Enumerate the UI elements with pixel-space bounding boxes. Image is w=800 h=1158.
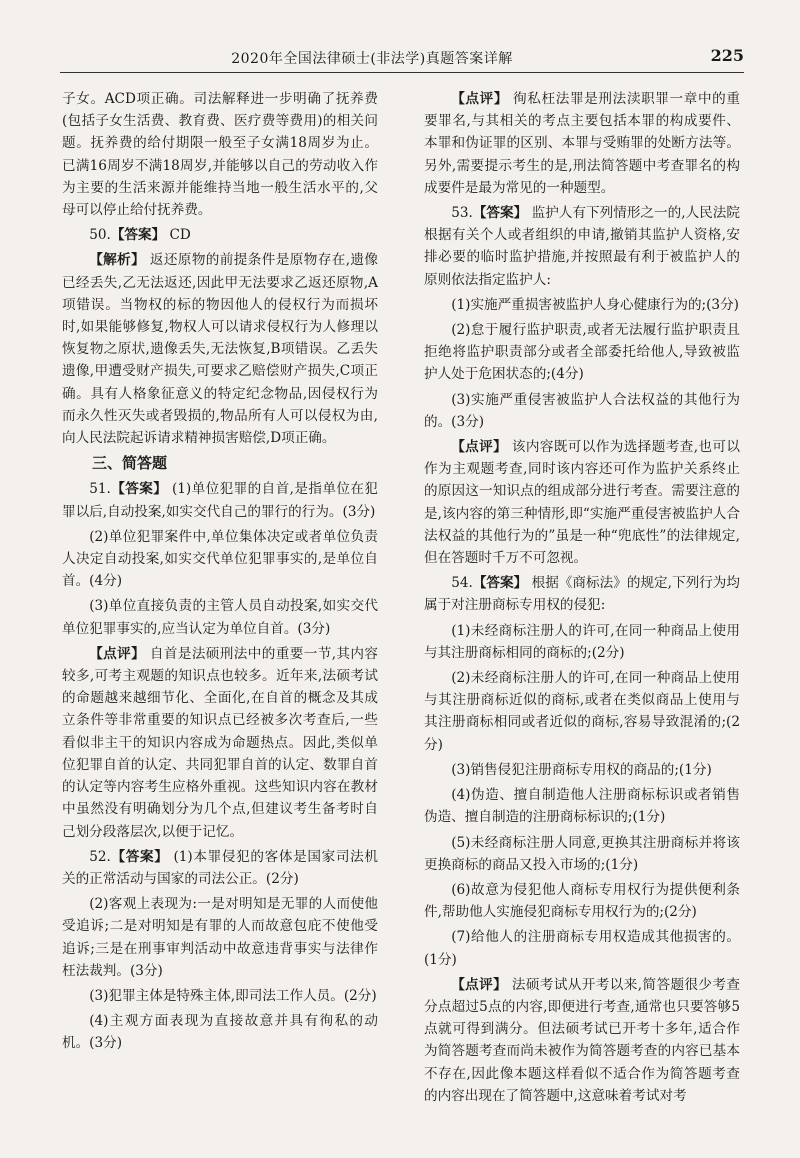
q53-point-2: (2)怠于履行监护职责,或者无法履行监护职责且拒绝将监护职责部分或者全部委托给他人,导致被监护人处于危困状态的;(4分) xyxy=(424,322,740,383)
q52-point-4: (4)主观方面表现为直接故意并具有徇私的动机。(3分) xyxy=(62,1013,378,1052)
q53-number: 53. xyxy=(451,205,473,222)
q51-comment xyxy=(62,643,378,843)
comment-tag: 【点评】 xyxy=(89,645,146,662)
analysis-tag: 【解析】 xyxy=(89,252,146,269)
q54-comment xyxy=(424,974,740,1107)
right-column xyxy=(424,88,740,1110)
q54-point-1: (1)未经商标注册人的许可,在同一种商品上使用与其注册商标相同的商标的;(2分) xyxy=(424,622,740,661)
q52-point-1: (1)本罪侵犯的客体是国家司法机关的正常活动与国家的司法公正。(2分) xyxy=(62,848,379,887)
q53-intro: 监护人有下列情形之一的,人民法院根据有关个人或者组织的申请,撤销其监护人资格,安排必要的临时监护措施,并按照最有利于被监护人的原则依法指定监护人: xyxy=(424,205,740,288)
q52-comment-text: 徇私枉法罪是刑法渎职罪一章中的重要罪名,与其相关的考点主要包括本罪的构成要件、本罪和伪证罪的区别、本罪与受贿罪的处断方法等。另外,需要提示考生的是,刑法简答题中考查罪名的构成要件是最为常见的一种题型。 xyxy=(424,91,741,196)
q54-point-4: (4)伪造、擅自制造他人注册商标标识或者销售伪造、擅自制造的注册商标标识的;(1分) xyxy=(424,787,740,826)
left-column xyxy=(62,88,378,1058)
q54-point-6: (6)故意为侵犯他人商标专用权行为提供便利条件,帮助他人实施侵犯商标专用权行为的;(2分) xyxy=(424,881,740,921)
q54-point-5: (5)未经商标注册人同意,更换其注册商标并将该更换商标的商品又投入市场的;(1分) xyxy=(424,834,740,873)
running-title: 2020年全国法律硕士(非法学)真题答案详解 xyxy=(231,51,513,67)
q51-number: 51. xyxy=(89,481,111,498)
q50-answer xyxy=(62,224,378,246)
q51-answer xyxy=(62,478,378,522)
comment-tag: 【点评】 xyxy=(451,439,508,456)
q51-point-2: (2)单位犯罪案件中,单位集体决定或者单位负责人决定自动投案,如实交代单位犯罪事实的,是单位自首。(4分) xyxy=(62,528,378,590)
q51-comment-text: 自首是法硕刑法中的重要一节,其内容较多,可考主观题的知识点也较多。近年来,法硕考试的命题越来越细节化、全面化,在自首的概念及其成立条件等非常重要的知识点已经被多次考查后,一些看似非主干的知识内容成为命题热点。因此,类似单位犯罪自首的认定、共同犯罪自首的认定、数罪自首的认定等内容考生应格外重视。这些知识内容在教材中虽然没有明确划分为几个点,但建议考生备考时自己划分段落层次,以便于记忆。 xyxy=(62,645,378,840)
q54-point-7: (7)给他人的注册商标专用权造成其他损害的。(1分) xyxy=(424,929,740,968)
page-header xyxy=(60,42,744,73)
q50-analysis xyxy=(62,249,378,449)
q51-point-1: (1)单位犯罪的自首,是指单位在犯罪以后,自动投案,如实交代自己的罪行的行为。(3分) xyxy=(62,481,378,520)
q54-intro: 根据《商标法》的规定,下列行为均属于对注册商标专用权的侵犯: xyxy=(424,575,740,614)
q50-analysis-text: 返还原物的前提条件是原物存在,遗像已经丢失,乙无法返还,因此甲无法要求乙返还原物,A项错误。当物权的标的物因他人的侵权行为而损坏时,如果能够修复,物权人可以请求侵权行为人修理以恢复物之原状,遗像丢失,无法恢复,B项错误。乙丢失遗像,甲遭受财产损失,可要求乙赔偿财产损失,C项正确。具有人格象征意义的特定纪念物品,因侵权行为而永久性灭失或者毁损的,物品所有人可以侵权为由,向人民法院起诉请求精神损害赔偿,D项正确。 xyxy=(62,252,378,447)
answer-tag: 【答案】 xyxy=(472,205,528,222)
q54-point-2: (2)未经商标注册人的许可,在同一种商品上使用与其注册商标近似的商标,或者在类似商品上使用与其注册商标相同或者近似的商标,容易导致混淆的;(2分) xyxy=(424,670,740,753)
q54-answer xyxy=(424,572,740,616)
q53-point-1: (1)实施严重损害被监护人身心健康行为的;(3分) xyxy=(451,296,739,313)
section-heading: 三、简答题 xyxy=(92,454,168,473)
q54-number: 54. xyxy=(451,575,473,592)
q50-number: 50. xyxy=(89,227,111,244)
comment-tag: 【点评】 xyxy=(451,91,509,107)
answer-tag: 【答案】 xyxy=(110,848,169,865)
answer-tag: 【答案】 xyxy=(110,481,168,498)
answer-tag: 【答案】 xyxy=(110,227,166,244)
page-number: 225 xyxy=(710,46,744,65)
answer-tag: 【答案】 xyxy=(472,575,528,592)
q54-point-3: (3)销售侵犯注册商标专用权的商品的;(1分) xyxy=(451,761,712,778)
q54-comment-text: 法硕考试从开考以来,简答题很少考查分点超过5点的内容,即便进行考查,通常也只要答够5点就可得到满分。但法硕考试已开考十多年,适合作为简答题考查而尚未被作为简答题考查的内容已基本不存在,因此像本题这样看似不适合作为简答题考查的内容出现在了简答题中,这意味着考试对考 xyxy=(424,976,740,1104)
q51-point-3: (3)单位直接负责的主管人员自动投案,如实交代单位犯罪事实的,应当认定为单位自首。(3分) xyxy=(62,598,378,637)
comment-tag: 【点评】 xyxy=(451,976,508,993)
q53-answer xyxy=(424,202,740,291)
q53-comment-text: 该内容既可以作为选择题考查,也可以作为主观题考查,同时该内容还可作为监护关系终止的原因这一知识点的组成部分进行考查。需要注意的是,该内容的第三种情形,即“实施严重侵害被监护人合法权益的其他行为的”虽是一种“兜底性”的法律规定,但在答题时千万不可忽视。 xyxy=(424,439,740,567)
q52-answer xyxy=(62,846,378,890)
q53-point-3: (3)实施严重侵害被监护人合法权益的其他行为的。(3分) xyxy=(424,391,740,430)
q53-comment xyxy=(424,436,740,569)
q52-point-3: (3)犯罪主体是特殊主体,即司法工作人员。(2分) xyxy=(89,987,377,1004)
q52-point-2: (2)客观上表现为:一是对明知是无罪的人而使他受追诉;二是对明知是有罪的人而故意包庇不使他受追诉;三是在刑事审判活动中故意违背事实与法律作枉法裁判。(3分) xyxy=(62,896,378,979)
q52-number: 52. xyxy=(89,848,111,865)
q50-answer-text: CD xyxy=(165,227,191,244)
q52-comment xyxy=(424,88,740,199)
paragraph-continuation: 子女。ACD项正确。司法解释进一步明确了抚养费(包括子女生活费、教育费、医疗费等费用)的相关问题。抚养费的给付期限一般至子女满18周岁为止。已满16周岁不满18周岁,并能够以自己的劳动收入作为主要的生活来源并能维持当地一般生活水平的,父母可以停止给付抚养费。 xyxy=(62,91,378,219)
